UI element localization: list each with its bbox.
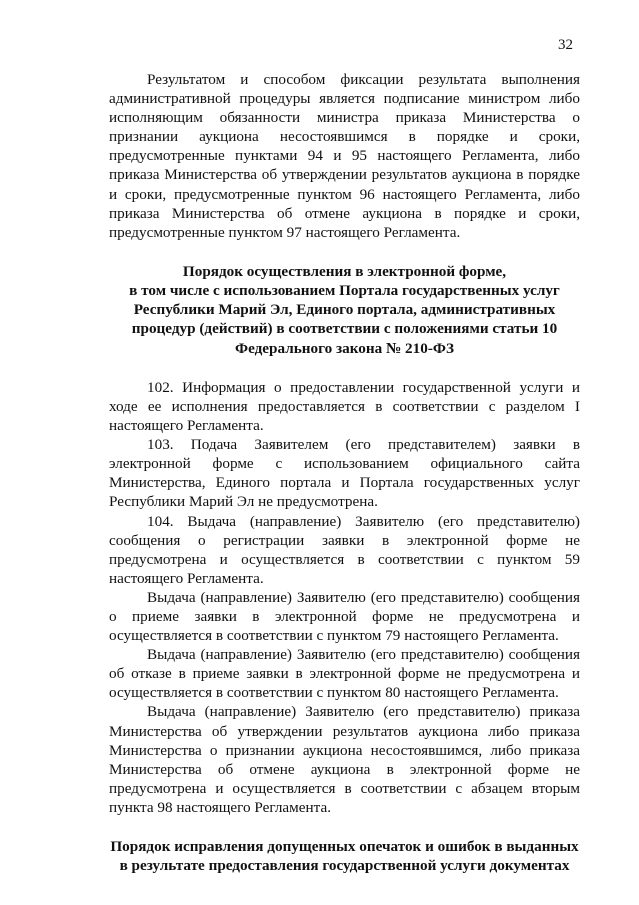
paragraph-result-fixation: Результатом и способом фиксации результата выполнения административной процедуры является подписание министром либо исполняющим обязанности министра приказа Министерства о признании аукциона несостоявшимся в порядке и сроки, предусмотренные пунктами 94 и 95 настоящего Регламента, либо приказа Министерства об утверждении результатов аукциона в порядке и сроки, предусмотренные пунктом 96 настоящего Регламента, либо приказа Министерства об отмене аукциона в порядке и сроки, предусмотренные пунктом 97 настоящего Регламента.: [109, 71, 580, 241]
section-heading-electronic-form: [109, 262, 580, 358]
heading-line: Федерального закона № 210-ФЗ: [235, 339, 454, 357]
document-body: [109, 70, 580, 875]
spacer: [109, 242, 580, 262]
heading-line: в том числе с использованием Портала государственных услуг: [129, 282, 560, 300]
paragraph-102: 102. Информация о предоставлении государственной услуги и ходе ее исполнения предоставляется в соответствии с разделом I настоящего Регламента.: [109, 378, 580, 435]
paragraph-order-issuance: Выдача (направление) Заявителю (его представителю) приказа Министерства об утверждении результатов аукциона либо приказа Министерства о признании аукциона несостоявшимся, либо приказа Министерства об отмене аукциона в электронной форме не предусмотрена и осуществляется в соответствии с абзацем вторым пункта 98 настоящего Регламента.: [109, 703, 580, 816]
paragraph-refusal-notice: Выдача (направление) Заявителю (его представителю) сообщения об отказе в приеме заявки в электронной форме не предусмотрена и осуществляется в соответствии с пунктом 80 настоящего Регламента.: [109, 646, 580, 702]
heading-line: Республики Марий Эл, Единого портала, административных: [133, 301, 556, 319]
heading-line: Порядок осуществления в электронной форме,: [182, 262, 507, 280]
paragraph-receipt-notice: Выдача (направление) Заявителю (его представителю) сообщения о приеме заявки в электронной форме не предусмотрена и осуществляется в соответствии с пунктом 79 настоящего Регламента.: [109, 588, 580, 645]
spacer: [109, 358, 580, 378]
heading-line: Порядок исправления допущенных опечаток и ошибок в выданных: [110, 838, 579, 856]
paragraph-103: 103. Подача Заявителем (его представителем) заявки в электронной форме с использованием официального сайта Министерства, Единого портала и Портала государственных услуг Республики Марий Эл не предусмотрена.: [109, 436, 580, 511]
paragraph-104: 104. Выдача (направление) Заявителю (его представителю) сообщения о регистрации заявки в электронной форме не предусмотрена и осуществляется в соответствии с пунктом 59 настоящего Регламента.: [109, 512, 580, 587]
page-number: 32: [558, 37, 573, 53]
spacer: [109, 817, 580, 837]
section-heading-corrections: [109, 837, 580, 875]
heading-line: в результате предоставления государственной услуги документах: [119, 857, 570, 875]
heading-line: процедур (действий) в соответствии с положениями статьи 10: [131, 320, 558, 338]
